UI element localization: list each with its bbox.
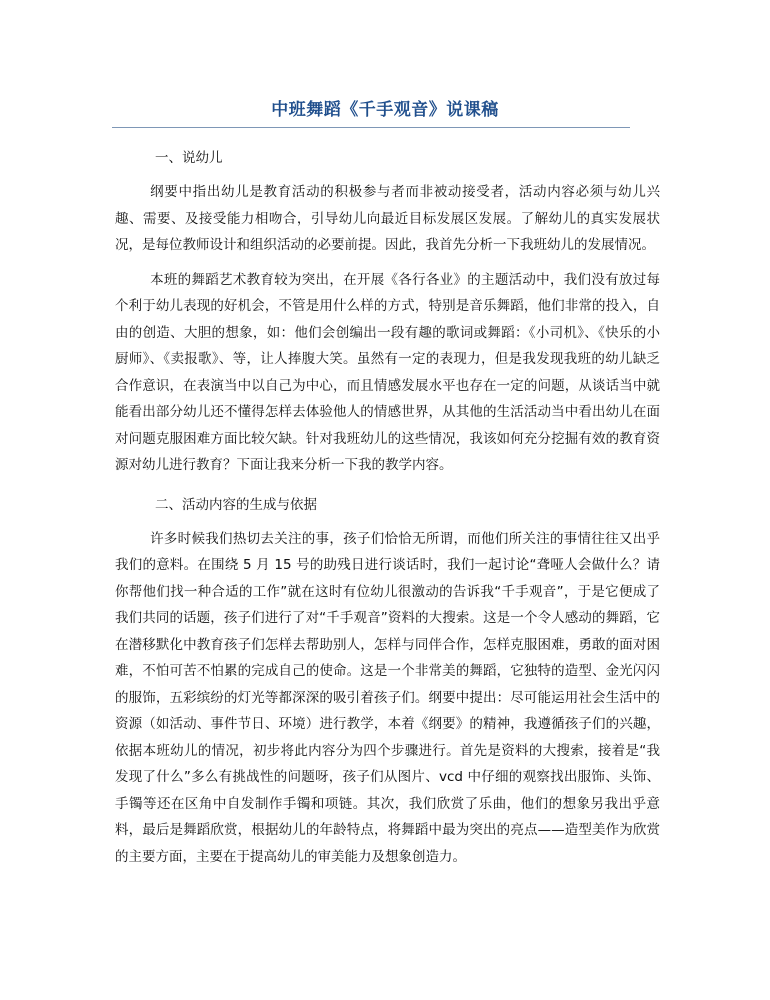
section-heading-2: 二、活动内容的生成与依据 <box>155 496 317 513</box>
section-1-paragraph-1: 纲要中指出幼儿是教育活动的积极参与者而非被动接受者，活动内容必须与幼儿兴趣、需要、及接受能力相吻合，引导幼儿向最近目标发展区发展。了解幼儿的真实发展状况，是每位教师设计和组织活动的必要前提。因此，我首先分析一下我班幼儿的发展情况。 <box>115 184 660 253</box>
title-underline <box>112 127 630 128</box>
document-title: 中班舞蹈《千手观音》说课稿 <box>271 100 499 120</box>
document-body <box>115 142 660 870</box>
section-heading-1: 一、说幼儿 <box>155 150 223 166</box>
section-1-paragraph-2: 本班的舞蹈艺术教育较为突出，在开展《各行各业》的主题活动中，我们没有放过每个利于幼儿表现的好机会，不管是用什么样的方式，特别是音乐舞蹈，他们非常的投入，自由的创造、大胆的想象，如：他们会创编出一段有趣的歌词或舞蹈：《小司机》、《快乐的小厨师》、《卖报歌》、等，让人捧腹大笑。虽然有一定的表现力，但是我发现我班的幼儿缺乏合作意识，在表演当中以自己为中心，而且情感发展水平也存在一定的问题，从谈话当中就能看出部分幼儿还不懂得怎样去体验他人的情感世界，从其他的生活活动当中看出幼儿在面对问题克服困难方面比较欠缺。针对我班幼儿的这些情况，我该如何充分挖掘有效的教育资源对幼儿进行教育？下面让我来分析一下我的教学内容。 <box>115 271 660 473</box>
section-2-paragraph-1: 许多时候我们热切去关注的事，孩子们恰恰无所谓，而他们所关注的事情往往又出乎我们的意料。在围绕 5 月 15 号的助残日进行谈话时，我们一起讨论“聋哑人会做什么？请你帮他们找一种合适的工作”就在这时有位幼儿很激动的告诉我“千手观音”，于是它便成了我们共同的话题，孩子们进行了对“千手观音”资料的大搜索。这是一个令人感动的舞蹈，它在潜移默化中教育孩子们怎样去帮助别人，怎样与同伴合作，怎样克服困难，勇敢的面对困难，不怕可苦不怕累的完成自己的使命。这是一个非常美的舞蹈，它独特的造型、金光闪闪的服饰，五彩缤纷的灯光等都深深的吸引着孩子们。纲要中提出：尽可能运用社会生活中的资源（如活动、事件节日、环境）进行教学，本着《纲要》的精神，我遵循孩子们的兴趣，依据本班幼儿的情况，初步将此内容分为四个步骤进行。首先是资料的大搜索，接着是“我发现了什么”多么有挑战性的问题呀，孩子们从图片、vcd 中仔细的观察找出服饰、头饰、手镯等还在区角中自发制作手镯和项链。其次，我们欣赏了乐曲，他们的想象另我出乎意料，最后是舞蹈欣赏，根据幼儿的年龄特点，将舞蹈中最为突出的亮点——造型美作为欣赏的主要方面，主要在于提高幼儿的审美能力及想象创造力。 <box>115 530 660 865</box>
